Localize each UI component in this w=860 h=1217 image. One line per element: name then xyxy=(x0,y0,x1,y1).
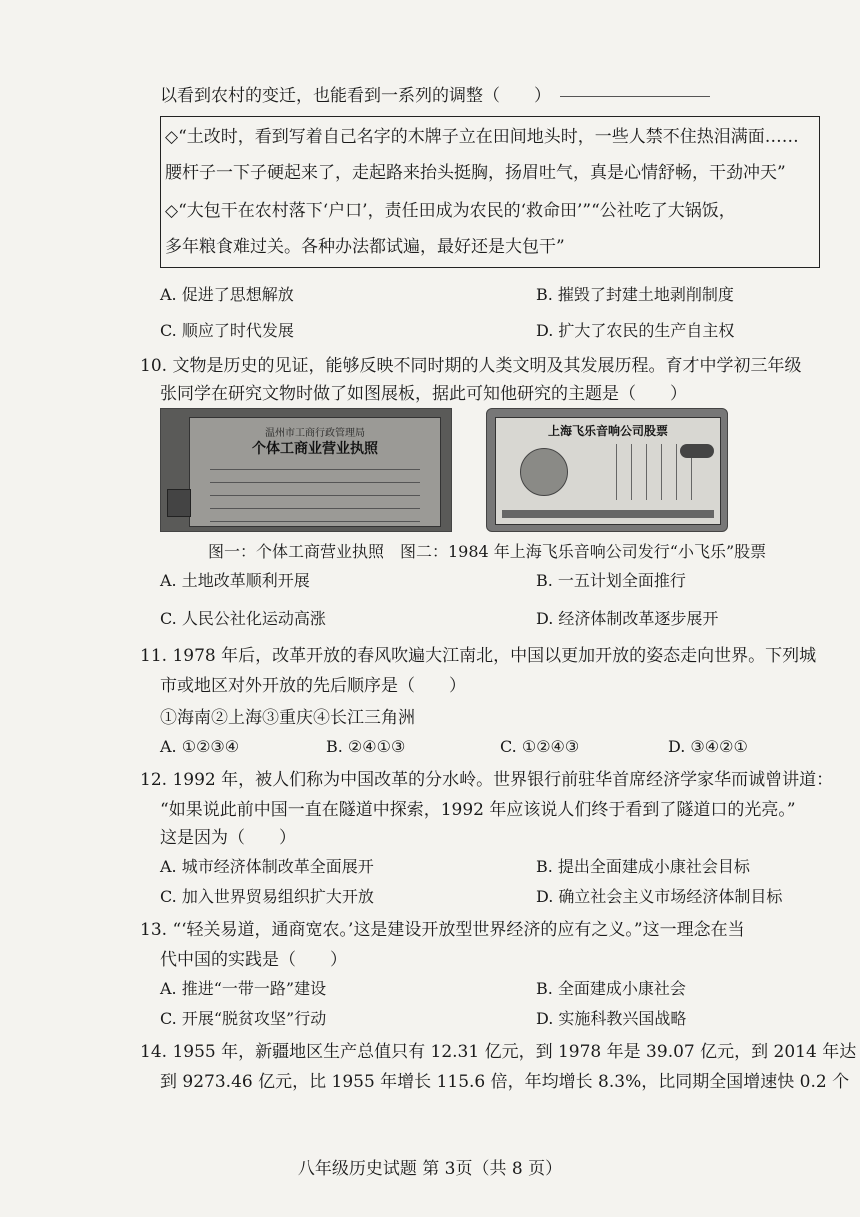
q11-stem-line-1: 11. 1978 年后，改革开放的春风吹遍大江南北，中国以更加开放的姿态走向世界。下列城 xyxy=(140,646,817,666)
q11-items: ①海南②上海③重庆④长江三角洲 xyxy=(160,708,415,728)
q11-stem-line-2: 市或地区对外开放的先后顺序是（ ） xyxy=(160,676,466,696)
q13-stem-line-2: 代中国的实践是（ ） xyxy=(160,950,347,970)
q10-option-d: D. 经济体制改革逐步展开 xyxy=(536,609,719,628)
header-rule xyxy=(560,96,710,97)
q9-option-b: B. 摧毁了封建土地剥削制度 xyxy=(536,285,734,304)
q9-quote-line-3: ◇“大包干在农村落下‘户口’，责任田成为农民的‘救命田’”“公社吃了大锅饭， xyxy=(165,201,736,221)
q9-option-d: D. 扩大了农民的生产自主权 xyxy=(536,321,735,340)
q9-quote-line-1: ◇“土改时，看到写着自己名字的木牌子立在田间地头时，一些人禁不住热泪满面…… xyxy=(165,127,799,147)
page-footer: 八年级历史试题 第 3页（共 8 页） xyxy=(297,1159,563,1179)
q10-option-b: B. 一五计划全面推行 xyxy=(536,571,686,590)
q11-option-b: B. ②④①③ xyxy=(326,737,406,756)
q9-quote-line-2: 腰杆子一下子硬起来了，走起路来抬头挺胸，扬眉吐气，真是心情舒畅，干劲冲天” xyxy=(165,163,786,183)
q13-option-d: D. 实施科教兴国战略 xyxy=(536,1009,687,1028)
q10-stem-line-1: 10. 文物是历史的见证，能够反映不同时期的人类文明及其发展历程。育才中学初三年级 xyxy=(140,356,802,376)
q13-stem-line-1: 13. “‘轻关易道，通商宽农。’这是建设开放型世界经济的应有之义。”这一理念在当 xyxy=(140,920,745,940)
q13-option-c: C. 开展“脱贫攻坚”行动 xyxy=(160,1009,327,1028)
stock-seal xyxy=(520,448,568,496)
q12-stem-line-2: “如果说此前中国一直在隧道中探索，1992 年应该说人们终于看到了隧道口的光亮。” xyxy=(160,800,796,820)
q11-option-d: D. ③④②① xyxy=(668,737,748,756)
stock-badge xyxy=(680,444,714,458)
license-photo xyxy=(167,489,191,517)
q9-option-c: C. 顺应了时代发展 xyxy=(160,321,294,340)
q12-option-d: D. 确立社会主义市场经济体制目标 xyxy=(536,887,783,906)
q11-option-a: A. ①②③④ xyxy=(160,737,240,756)
license-issuer: 温州市工商行政管理局 xyxy=(265,428,365,439)
q9-quote-line-4: 多年粮食难过关。各种办法都试遍，最好还是大包干” xyxy=(165,237,565,257)
q12-option-c: C. 加入世界贸易组织扩大开放 xyxy=(160,887,374,906)
q12-stem-line-3: 这是因为（ ） xyxy=(160,828,296,848)
q12-option-a: A. 城市经济体制改革全面展开 xyxy=(160,857,374,876)
q10-figure-caption: 图一：个体工商营业执照 图二：1984 年上海飞乐音响公司发行“小飞乐”股票 xyxy=(208,542,767,561)
license-title: 个体工商业营业执照 xyxy=(252,441,378,457)
license-text-rows xyxy=(210,460,420,525)
figure-stock-certificate xyxy=(486,408,728,532)
q14-stem-line-2: 到 9273.46 亿元，比 1955 年增长 115.6 倍，年均增长 8.3%，比同期全国增速快 0.2 个 xyxy=(160,1072,850,1092)
q14-stem-line-1: 14. 1955 年，新疆地区生产总值只有 12.31 亿元，到 1978 年是 39.07 亿元，到 2014 年达 xyxy=(140,1042,857,1062)
q11-option-c: C. ①②④③ xyxy=(500,737,580,756)
q12-stem-line-1: 12. 1992 年，被人们称为中国改革的分水岭。世界银行前驻华首席经济学家华而诚曾讲道： xyxy=(140,770,834,790)
q9-stem-tail: 以看到农村的变迁，也能看到一系列的调整（ ） xyxy=(160,86,551,106)
q10-option-a: A. 土地改革顺利开展 xyxy=(160,571,310,590)
figure-business-license xyxy=(160,408,452,532)
q10-option-c: C. 人民公社化运动高涨 xyxy=(160,609,326,628)
q10-stem-line-2: 张同学在研究文物时做了如图展板，据此可知他研究的主题是（ ） xyxy=(160,384,687,404)
q13-option-b: B. 全面建成小康社会 xyxy=(536,979,686,998)
q13-option-a: A. 推进“一带一路”建设 xyxy=(160,979,327,998)
q9-option-a: A. 促进了思想解放 xyxy=(160,285,294,304)
q12-option-b: B. 提出全面建成小康社会目标 xyxy=(536,857,750,876)
stock-title: 上海飞乐音响公司股票 xyxy=(547,424,668,438)
q9-quote-box xyxy=(160,116,820,268)
stock-bottom-strip xyxy=(502,510,714,518)
